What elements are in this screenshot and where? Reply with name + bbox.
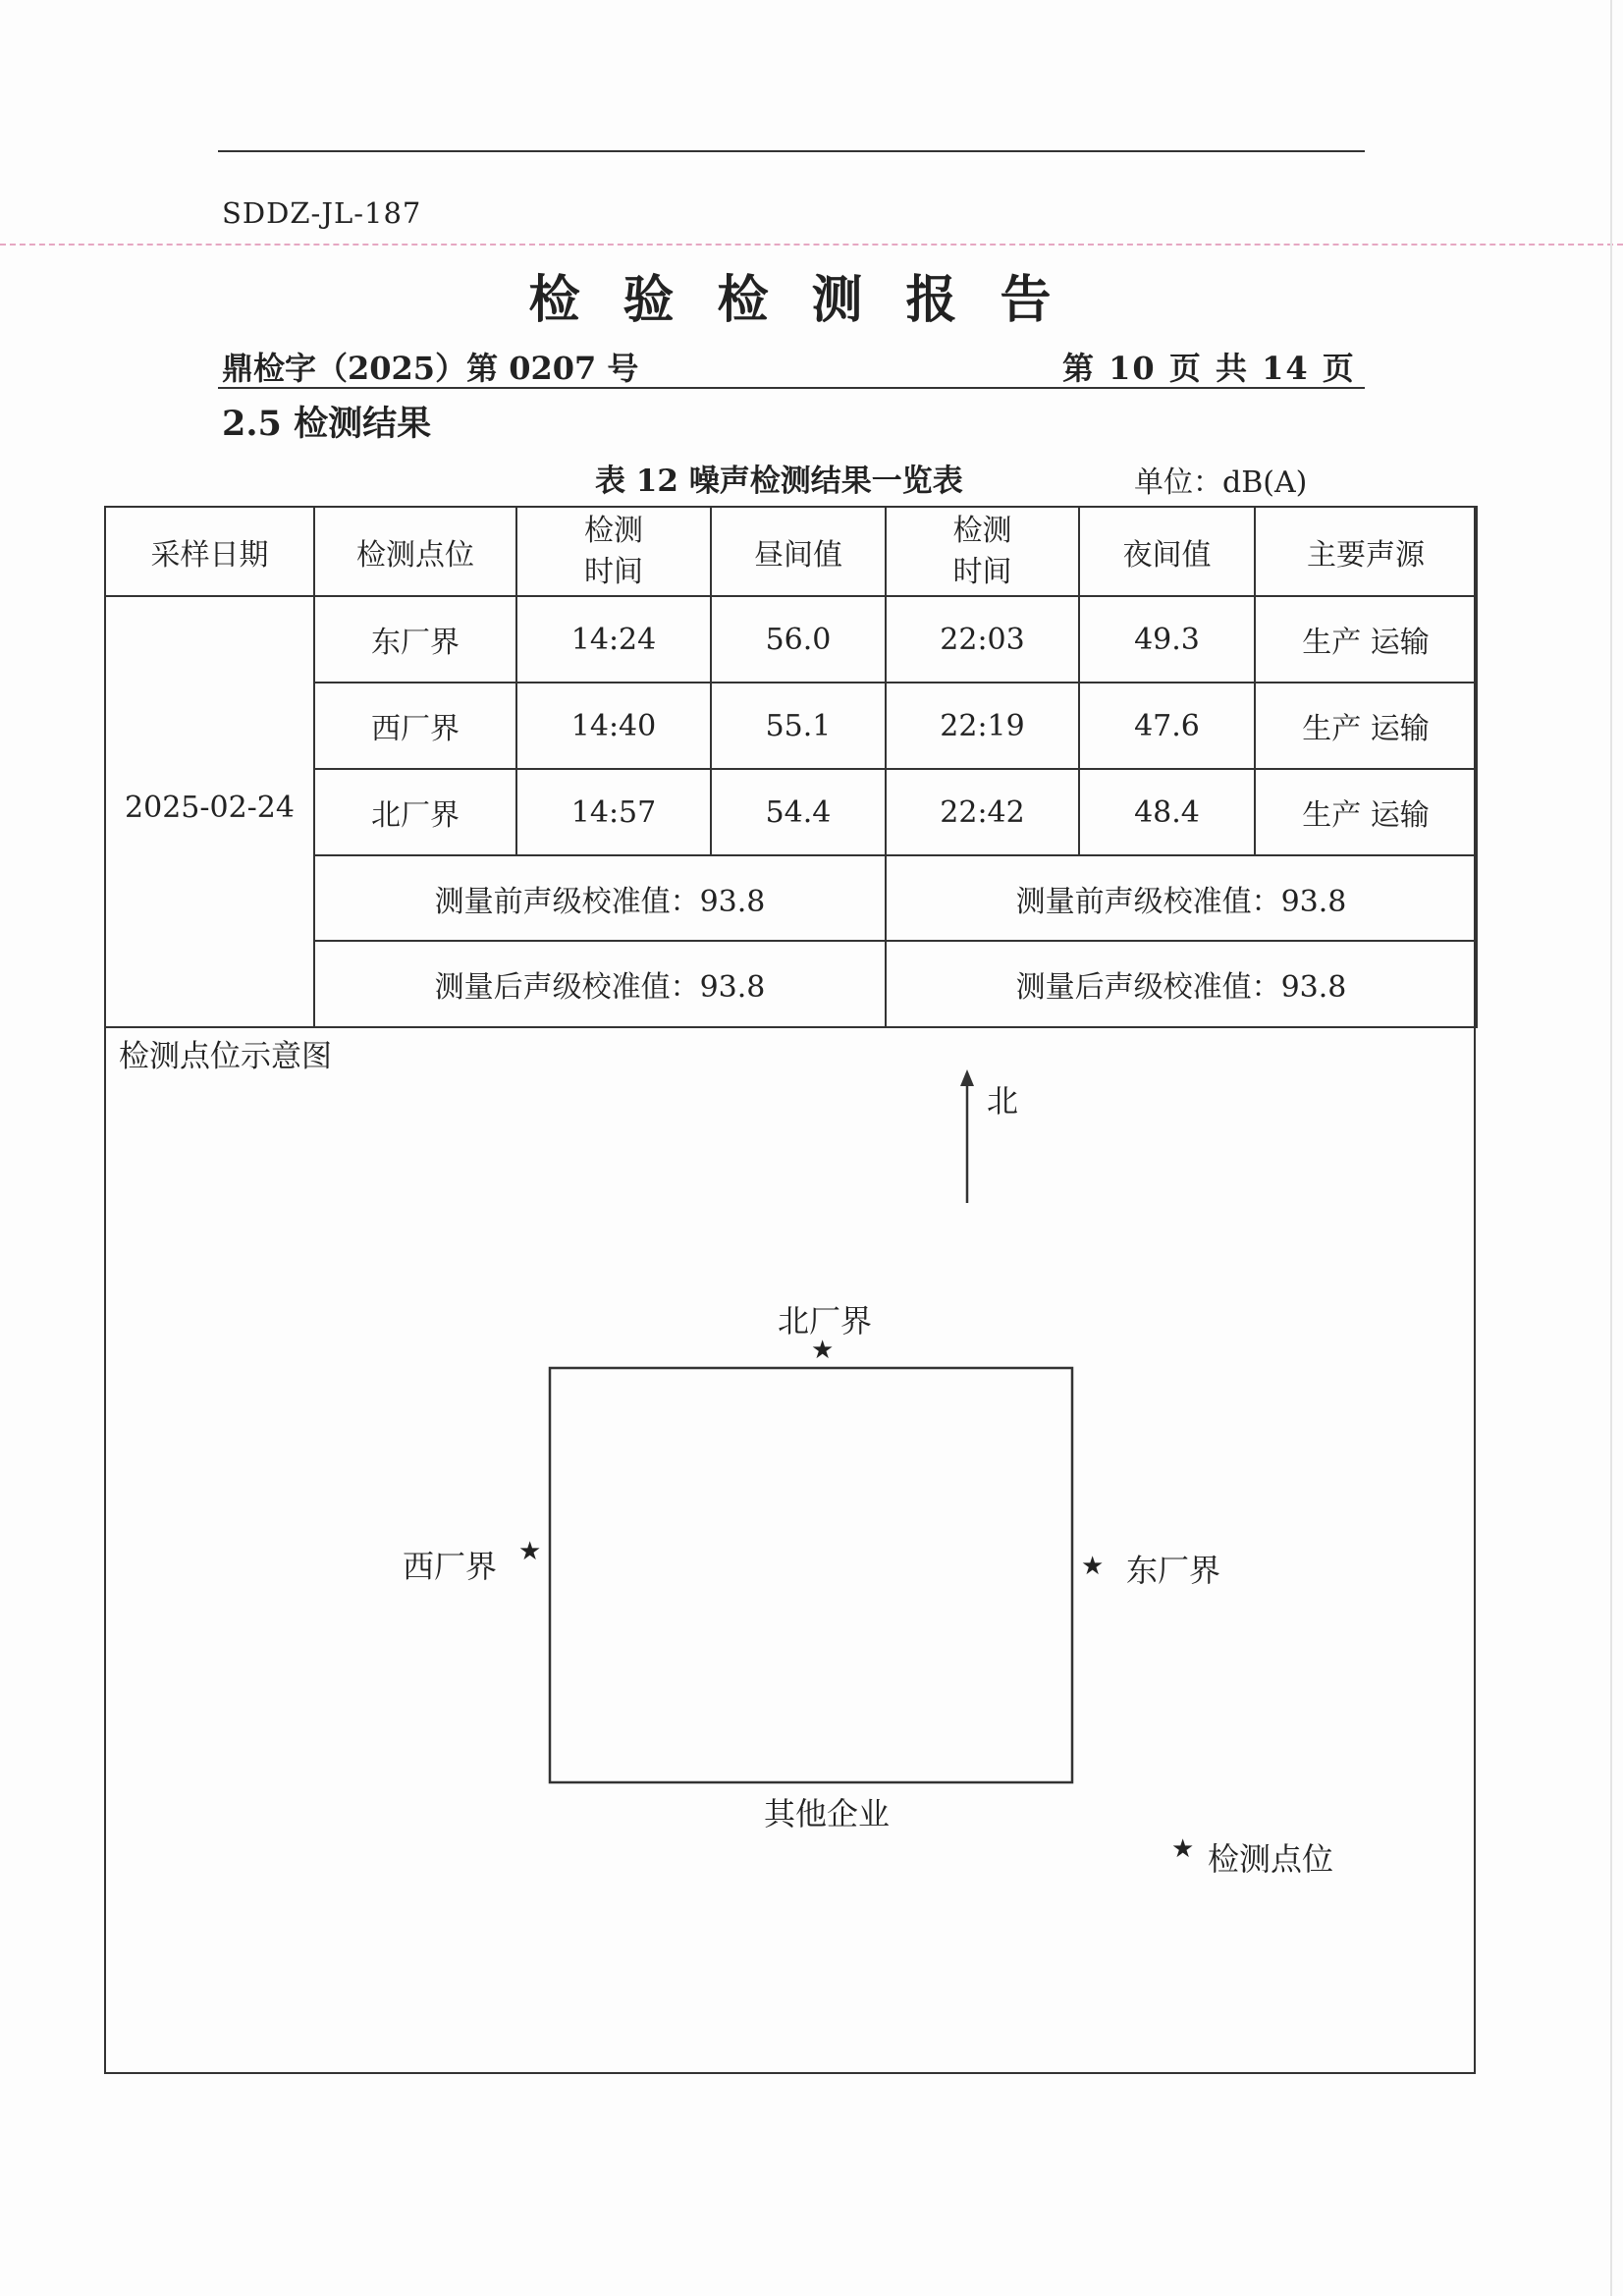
point-cell: 北厂界 [314, 769, 516, 855]
map-label: 检测点位示意图 [119, 1039, 332, 1074]
night-value-cell: 49.3 [1079, 596, 1255, 683]
page-number: 第 10 页 共 14 页 [1062, 350, 1356, 387]
legend-star-icon: ★ [1171, 1834, 1195, 1864]
header-day-value: 昼间值 [711, 507, 886, 596]
calibration-night-before: 测量前声级校准值：93.8 [886, 855, 1477, 941]
day-value-cell: 54.4 [711, 769, 886, 855]
table-unit: 单位：dB(A) [1134, 465, 1308, 500]
point-cell: 东厂界 [314, 596, 516, 683]
sampling-date: 2025-02-24 [105, 596, 314, 1027]
source-cell: 生产 运输 [1255, 683, 1477, 769]
header-point: 检测点位 [314, 507, 516, 596]
header-day-time: 检测 时间 [516, 507, 711, 596]
east-boundary-label: 东厂界 [1126, 1552, 1221, 1589]
section-heading: 2.5 检测结果 [222, 404, 432, 444]
header-night-time: 检测 时间 [886, 507, 1079, 596]
west-star-icon: ★ [518, 1537, 542, 1566]
source-cell: 生产 运输 [1255, 769, 1477, 855]
header-date: 采样日期 [105, 507, 314, 596]
east-star-icon: ★ [1081, 1552, 1105, 1581]
north-arrow-icon [960, 1069, 974, 1086]
calibration-day-after: 测量后声级校准值：93.8 [314, 941, 886, 1027]
night-time-cell: 22:19 [886, 683, 1079, 769]
report-number: 鼎检字（2025）第 0207 号 [222, 350, 639, 387]
form-code: SDDZ-JL-187 [222, 196, 422, 230]
day-value-cell: 56.0 [711, 596, 886, 683]
north-label: 北 [987, 1082, 1019, 1120]
day-time-cell: 14:57 [516, 769, 711, 855]
day-value-cell: 55.1 [711, 683, 886, 769]
night-time-cell: 22:42 [886, 769, 1079, 855]
night-time-cell: 22:03 [886, 596, 1079, 683]
west-boundary-label: 西厂界 [403, 1548, 498, 1585]
point-cell: 西厂界 [314, 683, 516, 769]
north-boundary-label: 北厂界 [778, 1302, 873, 1339]
page-title: 检验检测报告 [528, 270, 1095, 330]
calibration-day-before: 测量前声级校准值：93.8 [314, 855, 886, 941]
north-star-icon: ★ [811, 1336, 835, 1365]
site-boundary-rect [550, 1368, 1072, 1782]
header-source: 主要声源 [1255, 507, 1477, 596]
night-value-cell: 47.6 [1079, 683, 1255, 769]
header-night-value: 夜间值 [1079, 507, 1255, 596]
source-cell: 生产 运输 [1255, 596, 1477, 683]
day-time-cell: 14:24 [516, 596, 711, 683]
night-value-cell: 48.4 [1079, 769, 1255, 855]
calibration-night-after: 测量后声级校准值：93.8 [886, 941, 1477, 1027]
legend-label: 检测点位 [1208, 1840, 1334, 1878]
south-neighbor-label: 其他企业 [764, 1795, 891, 1832]
table-caption: 表 12 噪声检测结果一览表 [595, 464, 963, 499]
day-time-cell: 14:40 [516, 683, 711, 769]
